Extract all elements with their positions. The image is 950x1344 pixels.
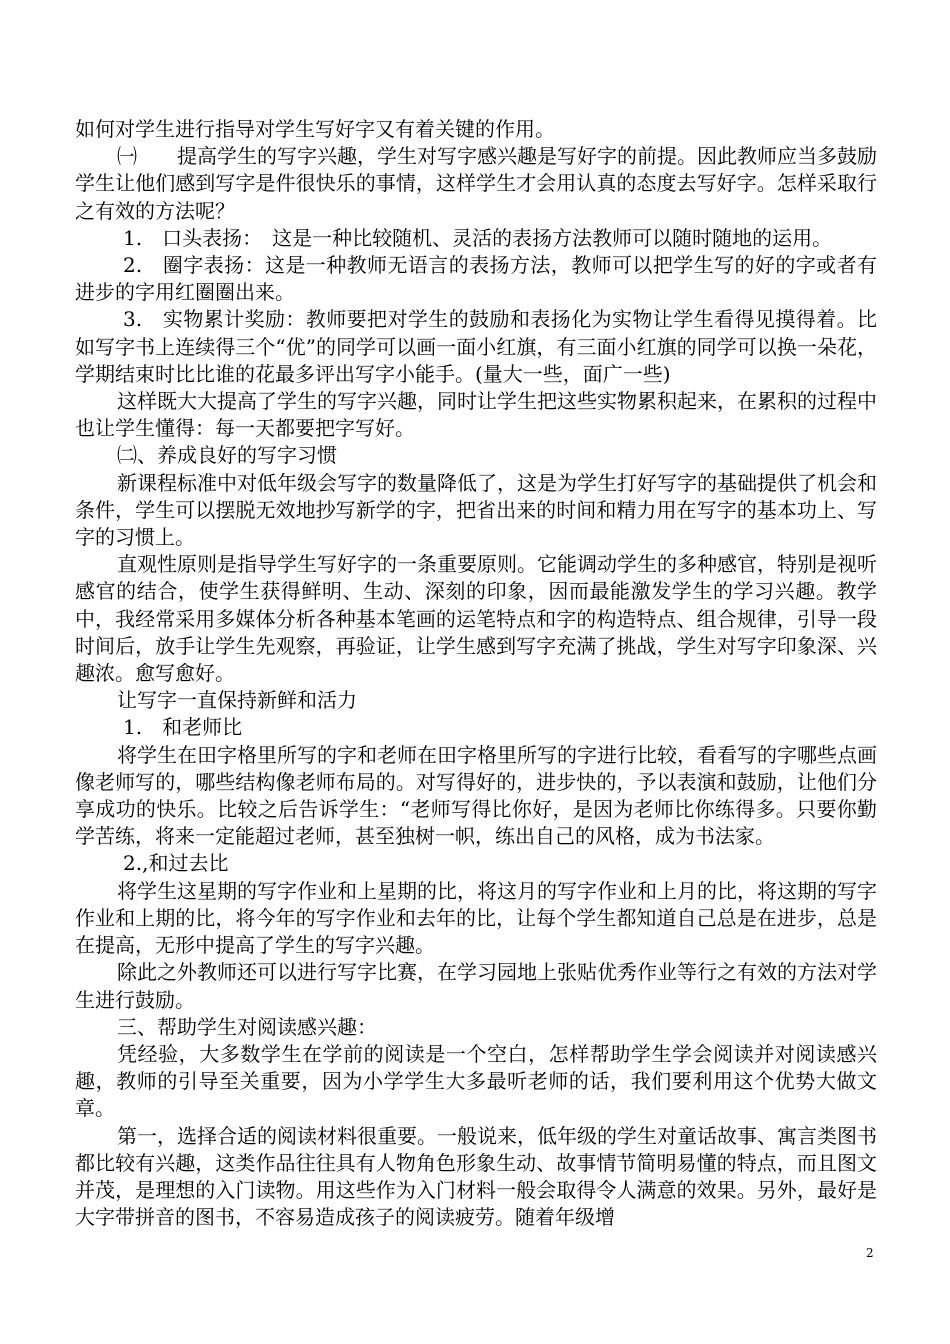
paragraph-18: 第一，选择合适的阅读材料很重要。一般说来，低年级的学生对童话故事、寓言类图书都比较有兴趣，这类作品往往具有人物角色形象生动、故事情节简明易懂的特点，而且图文并茂，是理想的入门读物。用这些作为入门材料一般会取得令人满意的效果。另外，最好是大字带拼音的图书，不容易造成孩子的阅读疲劳。随着年级增 <box>75 1123 877 1230</box>
paragraph-3: 1. 口头表扬： 这是一种比较随机、灵活的表扬方法教师可以随时随地的运用。 <box>123 225 833 250</box>
paragraph-9: 直观性原则是指导学生写好字的一条重要原则。它能调动学生的多种感官，特别是视听感官的结合，使学生获得鲜明、生动、深刻的印象，因而最能激发学生的学习兴趣。教学中，我经常采用多媒体分析各种基本笔画的运笔特点和字的构造特点、组合规律，引导一段时间后，放手让学生先观察，再验证，让学生感到写字充满了挑战，学生对写字印象深、兴趣浓。愈写愈好。 <box>75 552 877 686</box>
paragraph-6: 这样既大大提高了学生的写字兴趣，同时让学生把这些实物累积起来，在累积的过程中也让学生懂得：每一天都要把字写好。 <box>75 389 877 441</box>
paragraph-4: 2. 圈字表扬：这是一种教师无语言的表扬方法，教师可以把学生写的好的字或者有进步的字用红圈圈出来。 <box>75 253 877 305</box>
section-heading-2: ㈡、养成良好的写字习惯 <box>117 443 337 468</box>
paragraph-14: 将学生这星期的写字作业和上星期的比，将这月的写字作业和上月的比，将这期的写字作业和上期的比，将今年的写字作业和去年的比，让每个学生都知道自己总是在进步，总是在提高，无形中提高了学生的写字兴趣。 <box>75 878 877 958</box>
paragraph-2: ㈠ 提高学生的写字兴趣，学生对写字感兴趣是写好字的前提。因此教师应当多鼓励学生让他们感到写字是件很快乐的事情，这样学生才会用认真的态度去写好字。怎样采取行之有效的方法呢？ <box>75 144 877 223</box>
list-item-compare-past: 2.,和过去比 <box>123 851 229 876</box>
section-heading-3: 三、帮助学生对阅读感兴趣： <box>117 1014 377 1039</box>
paragraph-12: 将学生在田字格里所写的字和老师在田字格里所写的字进行比较，看看写的字哪些点画像老师写的，哪些结构像老师布局的。对写得好的，进步快的，予以表演和鼓励，让他们分享成功的快乐。比较之后告诉学生：“老师写得比你好，是因为老师比你练得多。只要你勤学苦练，将来一定能超过老师，甚至独树一帜，练出自己的风格，成为书法家。 <box>75 742 877 849</box>
page-number: 2 <box>866 1246 874 1260</box>
document-body <box>75 116 877 1231</box>
list-item-compare-teacher: 1. 和老师比 <box>123 715 243 740</box>
paragraph-5: 3. 实物累计奖励：教师要把对学生的鼓励和表扬化为实物让学生看得见摸得着。比如写字书上连续得三个“优”的同学可以画一面小红旗，有三面小红旗的同学可以换一朵花，学期结束时比比谁的花最多评出写字小能手。(量大一些，面广一些) <box>75 307 877 386</box>
paragraph-1: 如何对学生进行指导对学生写好字又有着关键的作用。 <box>75 117 555 141</box>
paragraph-17: 凭经验，大多数学生在学前的阅读是一个空白，怎样帮助学生学会阅读并对阅读感兴趣，教师的引导至关重要，因为小学学生大多最听老师的话，我们要利用这个优势大做文章。 <box>75 1041 877 1121</box>
paragraph-8: 新课程标准中对低年级会写字的数量降低了，这是为学生打好写字的基础提供了机会和条件，学生可以摆脱无效地抄写新学的字，把省出来的时间和精力用在写字的基本功上、写字的习惯上。 <box>75 470 877 550</box>
paragraph-15: 除此之外教师还可以进行写字比赛，在学习园地上张贴优秀作业等行之有效的方法对学生进行鼓励。 <box>75 960 877 1012</box>
subheading-freshness: 让写字一直保持新鲜和活力 <box>117 688 357 713</box>
